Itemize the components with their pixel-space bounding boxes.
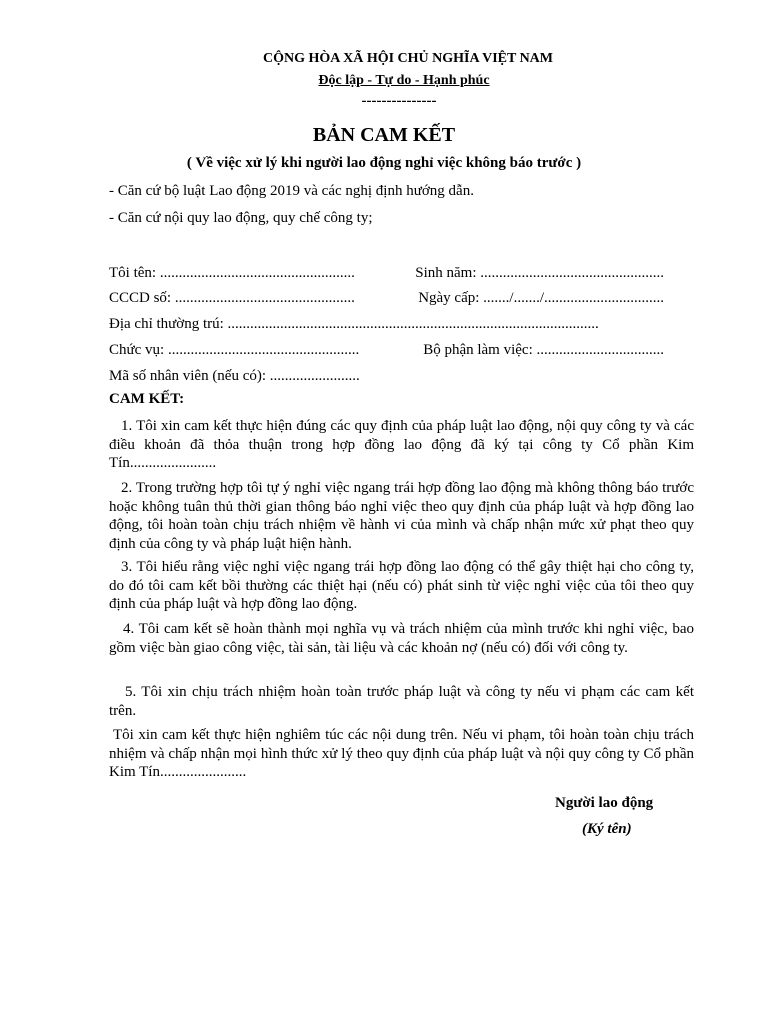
commitment-heading: CAM KẾT: [109,391,185,407]
field-row-id [109,290,664,307]
field-row-position [109,342,664,359]
document-subtitle: ( Về việc xử lý khi người lao động nghỉ việc không báo trước ) [186,155,582,171]
id-card-field: CCCD số: ................................................ [109,290,355,306]
commitment-item-5: 5. Tôi xin chịu trách nhiệm hoàn toàn trước pháp luật và công ty nếu vi phạm các cam kết trên. [109,684,694,719]
national-title: CỘNG HÒA XÃ HỘI CHỦ NGHĨA VIỆT NAM [262,51,553,66]
position-field: Chức vụ: ................................................... [109,342,360,358]
address-field: Địa chỉ thường trú: ................................................................................................... [109,316,599,332]
birth-year-field: Sinh năm: ................................................. [415,265,664,281]
document-title: BẢN CAM KẾT [312,124,456,146]
signature-role: Người lao động [555,795,654,811]
employee-id-field: Mã số nhân viên (nếu có): ........................ [109,368,360,384]
commitment-closing: Tôi xin cam kết thực hiện nghiêm túc các nội dung trên. Nếu vi phạm, tôi hoàn toàn chịu trách nhiệm và chấp nhận mọi hình thức xử lý theo quy định của pháp luật và nội quy công ty Cổ phần Kim Tín....................... [109,727,694,780]
commitment-item-3: 3. Tôi hiểu rằng việc nghỉ việc ngang trái hợp đồng lao động có thể gây thiệt hại cho công ty, do đó tôi cam kết bồi thường các thiệt hại (nếu có) phát sinh từ việc nghỉ việc của tôi theo quy định của pháp luật và hợp đồng lao động. [109,559,694,612]
field-row-name [109,265,664,282]
name-field: Tôi tên: .................................................... [109,265,355,281]
issue-date-field: Ngày cấp: ......./......./................................ [418,290,664,306]
signature-note: (Ký tên) [582,821,632,837]
national-motto: Độc lập - Tự do - Hạnh phúc [318,73,490,88]
basis-line-labor-code: - Căn cứ bộ luật Lao động 2019 và các nghị định hướng dẫn. [109,183,474,199]
commitment-item-2: 2. Trong trường hợp tôi tự ý nghỉ việc ngang trái hợp đồng lao động mà không thông báo trước hoặc không tuân thủ thời gian thông báo nghỉ việc theo quy định của pháp luật và hợp đồng lao động, tôi hoàn toàn chịu trách nhiệm về hành vi của mình và chấp nhận mức xử phạt theo quy định của công ty và pháp luật hiện hành. [109,480,694,552]
basis-line-internal-rules: - Căn cứ nội quy lao động, quy chế công ty; [109,210,373,226]
commitment-item-4: 4. Tôi cam kết sẽ hoàn thành mọi nghĩa vụ và trách nhiệm của mình trước khi nghỉ việc, bao gồm việc bàn giao công việc, tài sản, tài liệu và các khoản nợ (nếu có) đối với công ty. [109,621,694,656]
department-field: Bộ phận làm việc: .................................. [423,342,664,358]
header-separator: --------------- [361,93,437,109]
commitment-item-1: 1. Tôi xin cam kết thực hiện đúng các quy định của pháp luật lao động, nội quy công ty và các điều khoản đã thỏa thuận trong hợp đồng lao động đã ký tại công ty Cổ phần Kim Tín....................... [109,418,694,471]
